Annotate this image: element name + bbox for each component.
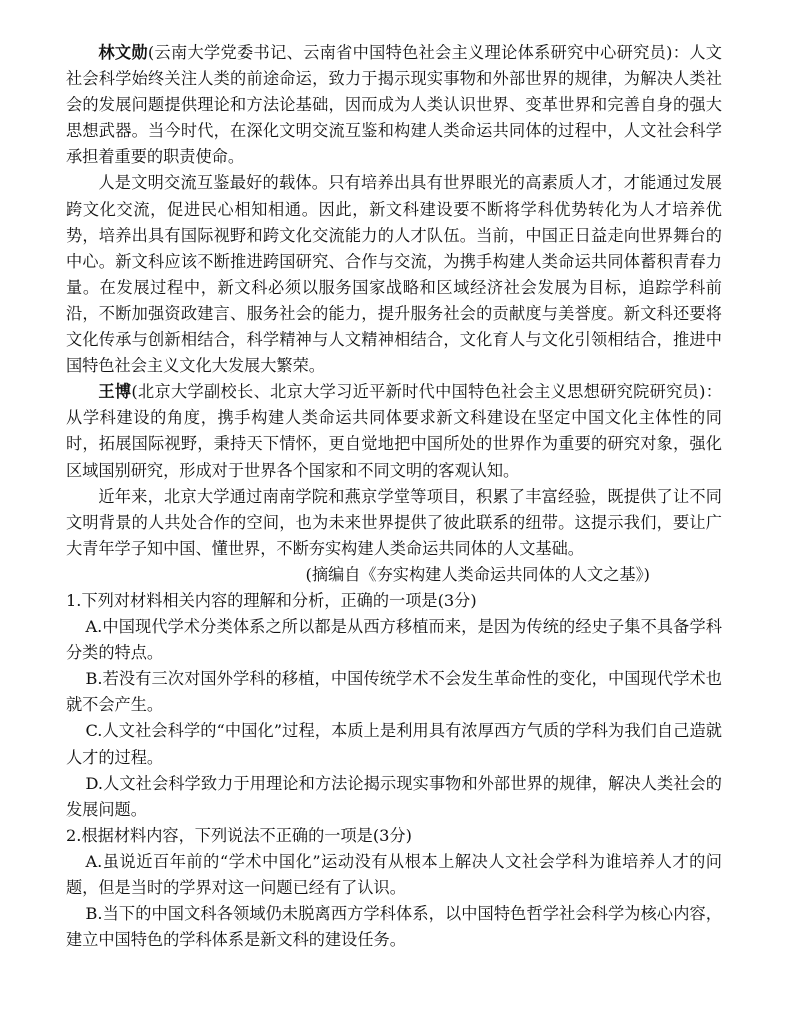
source-citation: (摘编自《夯实构建人类命运共同体的人文之基》) — [305, 564, 650, 584]
answer-option-a: A.虽说近百年前的“学术中国化”运动没有从根本上解决人文社会学科为谁培养人才的问题，但是当时的学界对这一问题已经有了认识。 — [66, 851, 722, 897]
paragraph-text: (北京大学副校长、北京大学习近平新时代中国特色社会主义思想研究院研究员)：从学科建设的角度，携手构建人类命运共同体要求新文科建设在坚定中国文化主体性的同时，拓展国际视野，秉持天下情怀，更自觉地把中国所处的世界作为重要的研究对象，强化区域国别研究，形成对于世界各个国家和不同文明的客观认知。 — [66, 382, 722, 480]
answer-option-d: D.人文社会科学致力于用理论和方法论揭示现实事物和外部世界的规律，解决人类社会的发展问题。 — [66, 773, 722, 819]
speaker-name: 王博 — [98, 382, 132, 402]
answer-option-b: B.当下的中国文科各领域仍未脱离西方学科体系，以中国特色哲学社会科学为核心内容，建立中国特色的学科体系是新文科的建设任务。 — [66, 904, 722, 950]
question-stem: 2.根据材料内容，下列说法不正确的一项是(3分) — [66, 825, 412, 845]
answer-option-a: A.中国现代学术分类体系之所以都是从西方移植而来，是因为传统的经史子集不具备学科分类的特点。 — [66, 617, 722, 663]
paragraph-text: (云南大学党委书记、云南省中国特色社会主义理论体系研究中心研究员)：人文社会科学始终关注人类的前途命运，致力于揭示现实事物和外部世界的规律，为解决人类社会的发展问题提供理论和方法论基础，因而成为人类认识世界、变革世界和完善自身的强大思想武器。当今时代，在深化文明交流互鉴和构建人类命运共同体的过程中，人文社会科学承担着重要的职责使命。 — [66, 43, 722, 167]
document-page — [66, 40, 722, 953]
answer-option-b: B.若没有三次对国外学科的移植，中国传统学术不会发生革命性的变化，中国现代学术也就不会产生。 — [66, 669, 722, 715]
paragraph: 近年来，北京大学通过南南学院和燕京学堂等项目，积累了丰富经验，既提供了让不同文明背景的人共处合作的空间，也为未来世界提供了彼此联系的纽带。这提示我们，要让广大青年学子知中国、懂世界，不断夯实构建人类命运共同体的人文基础。 — [66, 486, 722, 558]
paragraph-lin-wenxun — [66, 40, 722, 170]
speaker-name: 林文勋 — [98, 43, 148, 62]
question-stem: 1.下列对材料相关内容的理解和分析，正确的一项是(3分) — [66, 590, 477, 610]
paragraph: 人是文明交流互鉴最好的载体。只有培养出具有世界眼光的高素质人才，才能通过发展跨文化交流，促进民心相知相通。因此，新文科建设要不断将学科优势转化为人才培养优势，培养出具有国际视野和跨文化交流能力的人才队伍。当前，中国正日益走向世界舞台的中心。新文科应该不断推进跨国研究、合作与交流，为携手构建人类命运共同体蓄积青春力量。在发展过程中，新文科必须以服务国家战略和区域经济社会发展为目标，追踪学科前沿，不断加强资政建言、服务社会的能力，提升服务社会的贡献度与美誉度。新文科还要将文化传承与创新相结合，科学精神与人文精神相结合，文化育人与文化引领相结合，推进中国特色社会主义文化大发展大繁荣。 — [66, 173, 722, 376]
paragraph-wang-bo — [66, 379, 722, 483]
answer-option-c: C.人文社会科学的“中国化”过程，本质上是利用具有浓厚西方气质的学科为我们自己造就人才的过程。 — [66, 721, 722, 767]
